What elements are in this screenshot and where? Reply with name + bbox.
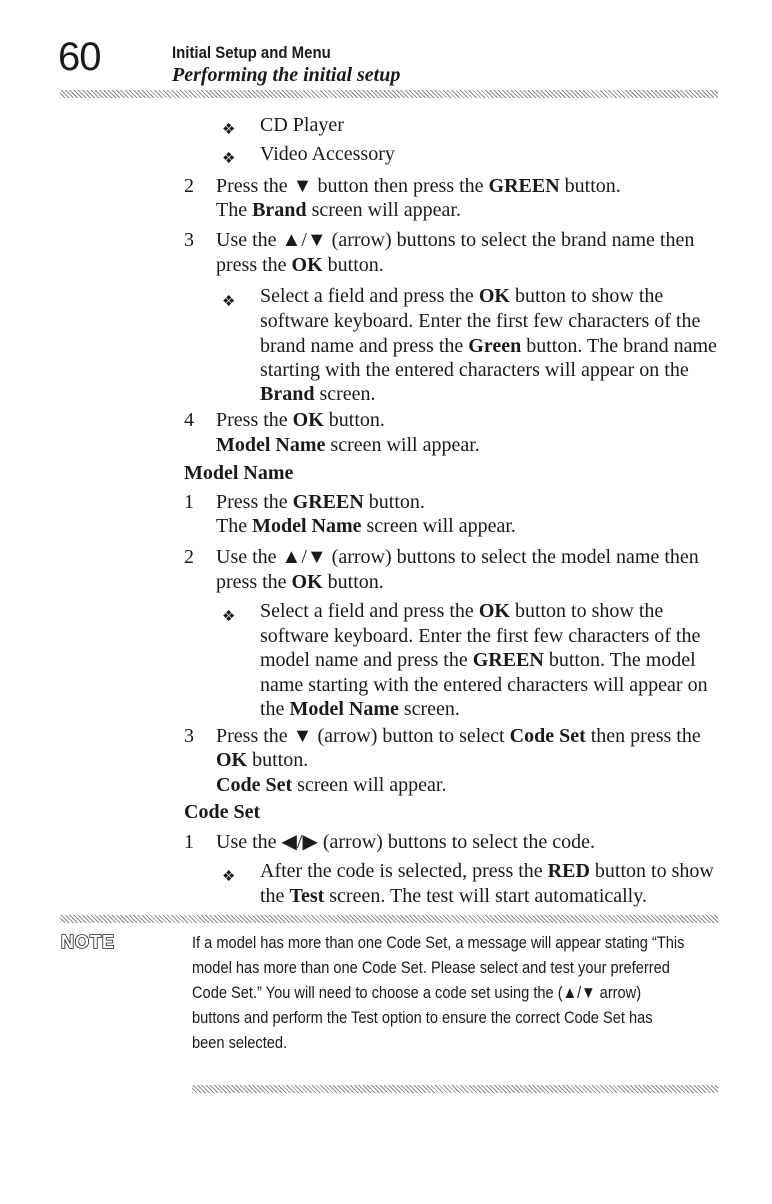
bullet-icon: ❖ xyxy=(222,151,236,167)
step-text: Press the ▼ button then press the GREEN button. xyxy=(216,175,621,197)
step-text: press the OK button. xyxy=(216,571,384,593)
note-label: NOTE xyxy=(61,932,116,952)
note-line: been selected. xyxy=(192,1033,288,1052)
bullet-icon: ❖ xyxy=(222,869,236,885)
note-line: Code Set.” You will need to choose a code set using the (▲/▼ arrow) xyxy=(192,983,642,1002)
step-text: Press the ▼ (arrow) button to select Code Set then press the xyxy=(216,725,701,747)
step-number: 4 xyxy=(184,409,194,431)
bullet-icon: ❖ xyxy=(222,122,236,138)
bullet-text: the Model Name screen. xyxy=(260,698,460,720)
section-title: Initial Setup and Menu xyxy=(172,43,331,62)
step-text: Press the GREEN button. xyxy=(216,491,425,513)
step-text: The Model Name screen will appear. xyxy=(216,515,516,537)
step-text: Use the ▲/▼ (arrow) buttons to select the brand name then xyxy=(216,229,695,251)
note-top-rule xyxy=(60,915,718,923)
bullet-text: Select a field and press the OK button to show the xyxy=(260,285,664,307)
note-bottom-rule xyxy=(192,1085,718,1093)
bullet-text: model name and press the GREEN button. The model xyxy=(260,649,696,671)
bullet-item: Video Accessory xyxy=(260,143,395,165)
bullet-icon: ❖ xyxy=(222,294,236,310)
note-line: If a model has more than one Code Set, a message will appear stating “This xyxy=(192,933,685,952)
bullet-text: brand name and press the Green button. The brand name xyxy=(260,335,717,357)
bullet-text: Select a field and press the OK button to show the xyxy=(260,600,664,622)
step-text: press the OK button. xyxy=(216,254,384,276)
page-number: 60 xyxy=(58,35,101,79)
note-body xyxy=(192,930,772,1055)
bullet-item: CD Player xyxy=(260,114,344,136)
bullet-text: name starting with the entered characters will appear on xyxy=(260,674,708,696)
header-rule xyxy=(60,90,718,98)
step-number: 3 xyxy=(184,725,194,747)
bullet-text: Brand screen. xyxy=(260,383,376,405)
step-text: Model Name screen will appear. xyxy=(216,434,480,456)
note-line: buttons and perform the Test option to ensure the correct Code Set has xyxy=(192,1008,653,1027)
step-number: 2 xyxy=(184,175,194,197)
step-number: 2 xyxy=(184,546,194,568)
step-text: OK button. xyxy=(216,749,309,771)
section-heading-code-set: Code Set xyxy=(184,801,261,823)
step-text: The Brand screen will appear. xyxy=(216,199,461,221)
section-heading-model-name: Model Name xyxy=(184,462,294,484)
step-text: Code Set screen will appear. xyxy=(216,774,447,796)
bullet-icon: ❖ xyxy=(222,609,236,625)
bullet-text: software keyboard. Enter the first few characters of the xyxy=(260,310,701,332)
note-line: model has more than one Code Set. Please select and test your preferred xyxy=(192,958,670,977)
step-text: Use the ◀/▶ (arrow) buttons to select the code. xyxy=(216,831,595,853)
subsection-title: Performing the initial setup xyxy=(172,64,401,86)
step-text: Press the OK button. xyxy=(216,409,385,431)
step-number: 1 xyxy=(184,831,194,853)
bullet-text: After the code is selected, press the RED button to show xyxy=(260,860,714,882)
bullet-text: software keyboard. Enter the first few characters of the xyxy=(260,625,701,647)
step-number: 1 xyxy=(184,491,194,513)
step-text: Use the ▲/▼ (arrow) buttons to select the model name then xyxy=(216,546,699,568)
bullet-text: the Test screen. The test will start automatically. xyxy=(260,885,647,907)
bullet-text: starting with the entered characters will appear on the xyxy=(260,359,689,381)
step-number: 3 xyxy=(184,229,194,251)
